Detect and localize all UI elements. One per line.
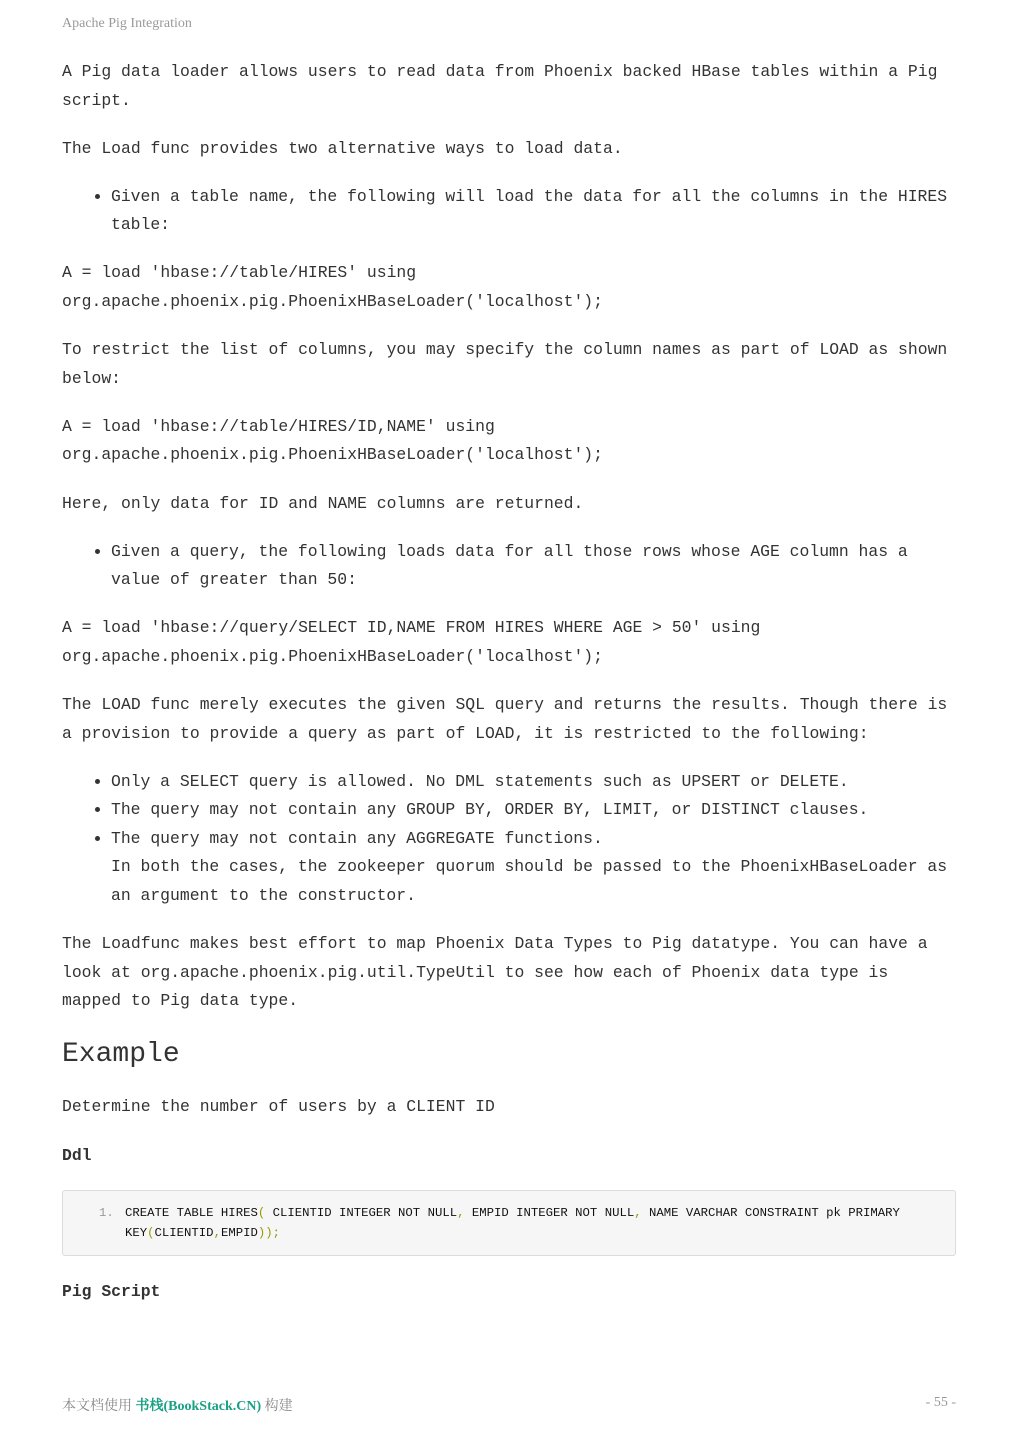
code-token: CREATE TABLE HIRES bbox=[125, 1205, 258, 1220]
footer-prefix: 本文档使用 bbox=[62, 1399, 136, 1414]
code-punct: , bbox=[634, 1205, 642, 1220]
code-punct: , bbox=[457, 1205, 465, 1220]
restriction-note: In both the cases, the zookeeper quorum should be passed to the PhoenixHBaseLoader as an argument to the constructor. bbox=[111, 857, 948, 906]
line-number: 1. bbox=[99, 1205, 114, 1220]
code-token: CLIENTID INTEGER NOT NULL bbox=[265, 1205, 458, 1220]
code-example-table bbox=[62, 259, 956, 316]
list-item: • Given a table name, the following will load the data for all the columns in the HIRES table: bbox=[111, 183, 956, 240]
pig-script-label: Pig Script bbox=[62, 1281, 161, 1301]
restrict-paragraph: To restrict the list of columns, you may specify the column names as part of LOAD as shown below: bbox=[62, 340, 948, 388]
code-line: A = load 'hbase://table/HIRES/ID,NAME' using bbox=[62, 416, 495, 436]
load-options-list-1 bbox=[62, 183, 956, 240]
code-token: EMPID INTEGER NOT NULL bbox=[464, 1205, 635, 1220]
code-example-query bbox=[62, 614, 956, 671]
example-description: Determine the number of users by a CLIENT ID bbox=[62, 1097, 495, 1117]
code-line: org.apache.phoenix.pig.PhoenixHBaseLoader('localhost'); bbox=[62, 646, 603, 666]
list-item bbox=[111, 825, 956, 911]
running-header: Apache Pig Integration bbox=[62, 16, 192, 31]
load-options-list-2 bbox=[62, 538, 956, 595]
footer-suffix: 构建 bbox=[261, 1399, 293, 1414]
code-example-columns bbox=[62, 413, 956, 470]
load-merely-paragraph: The LOAD func merely executes the given SQL query and returns the results. Though there is a provision to provide a query as part of LOAD, it is restricted to the following: bbox=[62, 695, 948, 743]
code-line: A = load 'hbase://table/HIRES' using bbox=[62, 263, 417, 283]
code-token: NAME VARCHAR CONSTRAINT pk PRIMARY KEY bbox=[125, 1205, 908, 1240]
here-only-paragraph: Here, only data for ID and NAME columns are returned. bbox=[62, 493, 584, 513]
code-punct: )); bbox=[257, 1225, 281, 1240]
intro-paragraph: A Pig data loader allows users to read data from Phoenix backed HBase tables within a Pig script. bbox=[62, 62, 938, 110]
code-token: EMPID bbox=[220, 1225, 258, 1240]
bookstack-link[interactable]: 书栈(BookStack.CN) bbox=[135, 1399, 262, 1414]
main-content bbox=[62, 58, 956, 1326]
list-item: • Given a query, the following loads data for all those rows whose AGE column has a value of greater than 50: bbox=[111, 538, 956, 595]
loadfunc-map-paragraph: The Loadfunc makes best effort to map Phoenix Data Types to Pig datatype. You can have a look at org.apache.phoenix.pig.util.TypeUtil to see how each of Phoenix data type is mapped to Pig data type. bbox=[62, 934, 928, 1011]
code-punct: ( bbox=[147, 1225, 155, 1240]
list-item-text: The query may not contain any AGGREGATE functions. bbox=[111, 828, 603, 848]
page-footer bbox=[62, 1395, 956, 1415]
list-item: • Only a SELECT query is allowed. No DML statements such as UPSERT or DELETE. bbox=[111, 768, 956, 797]
list-item: • The query may not contain any GROUP BY, ORDER BY, LIMIT, or DISTINCT clauses. bbox=[111, 796, 956, 825]
code-token: CLIENTID bbox=[154, 1225, 214, 1240]
ddl-label: Ddl bbox=[62, 1145, 92, 1165]
load-func-intro: The Load func provides two alternative ways to load data. bbox=[62, 138, 623, 158]
ddl-code-block bbox=[62, 1190, 956, 1256]
code-punct: , bbox=[213, 1225, 221, 1240]
code-line: org.apache.phoenix.pig.PhoenixHBaseLoader('localhost'); bbox=[62, 445, 603, 465]
example-heading: Example bbox=[62, 1039, 180, 1071]
code-line: A = load 'hbase://query/SELECT ID,NAME FROM HIRES WHERE AGE > 50' using bbox=[62, 618, 761, 638]
page-number: - 55 - bbox=[925, 1395, 956, 1410]
restrictions-list bbox=[62, 768, 956, 911]
ddl-code bbox=[125, 1203, 935, 1243]
code-line: org.apache.phoenix.pig.PhoenixHBaseLoader('localhost'); bbox=[62, 292, 603, 312]
code-punct: ( bbox=[257, 1205, 266, 1220]
